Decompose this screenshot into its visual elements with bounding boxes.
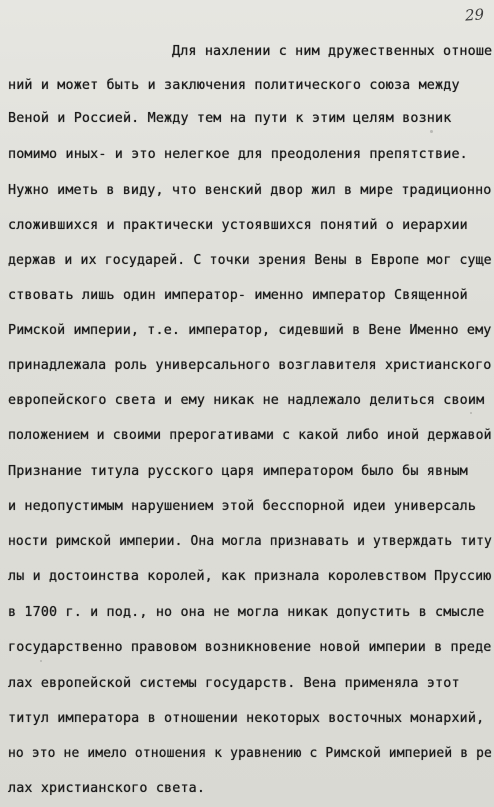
text-line: Веной и Россией. Между тем на пути к этим целям возник xyxy=(8,111,452,126)
text-line: ствовать лишь один император- именно император Священной xyxy=(8,288,468,303)
page-number: 29 xyxy=(464,5,485,25)
text-line: Нужно иметь в виду, что венский двор жил в мире традиционно xyxy=(8,183,492,198)
text-line: лы и достоинства королей, как признала королевством Пруссию xyxy=(8,569,492,584)
text-line: ний и может быть и заключения политического союза между xyxy=(8,78,460,93)
paper-speck xyxy=(470,412,472,414)
paper-speck xyxy=(430,130,433,133)
paper-speck xyxy=(40,660,42,662)
text-line: европейского света и ему никак не надлежало делиться своим xyxy=(8,393,485,408)
text-line: и недопустимым нарушением этой бесспорной идеи универсаль xyxy=(8,499,477,514)
text-line: титул императора в отношении некоторых восточных монархий, xyxy=(8,711,485,726)
text-line: держав и их государей. С точки зрения Вены в Европе мог суще xyxy=(8,253,492,268)
text-line: Признание титула русского царя императором было бы явным xyxy=(8,464,468,479)
text-line: Римской империи, т.е. император, сидевший в Вене Именно ему xyxy=(8,323,492,338)
text-line: в 1700 г. и под., но она не могла никак допустить в смысле xyxy=(8,605,485,620)
text-line: лах европейской системы государств. Вена применяла этот xyxy=(8,676,460,691)
text-line: сложившихся и практически устоявшихся понятий о иерархии xyxy=(8,218,468,233)
text-line: принадлежала роль универсального возглавителя христианского xyxy=(8,358,492,373)
text-line: лах христианского света. xyxy=(8,781,206,796)
text-line: государственно правовом возникновение новой империи в преде xyxy=(8,640,492,655)
text-line: Для нахлении с ним дружественных отноше xyxy=(172,44,493,59)
text-line: ности римской империи. Она могла признавать и утверждать титу xyxy=(8,534,492,549)
text-line: помимо иных- и это нелегкое для преодоления препятствие. xyxy=(8,147,468,162)
text-line: но это не имело отношения к уравнению с Римской империей в ре xyxy=(8,746,492,761)
text-line: положением и своими прерогативами с какой либо иной державой xyxy=(8,428,492,443)
